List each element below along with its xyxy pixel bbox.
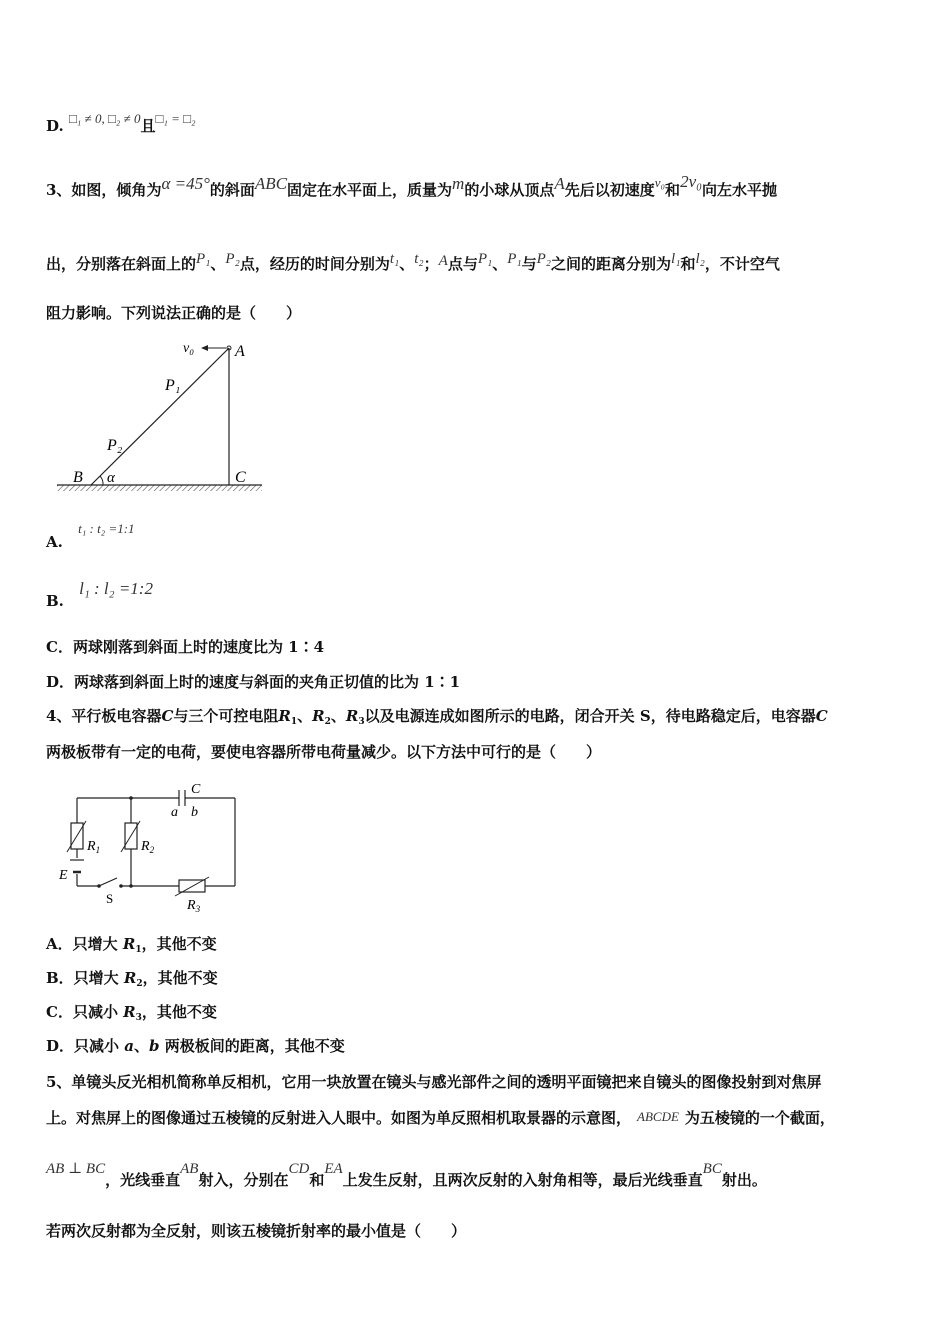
ground-hatch (57, 485, 262, 491)
q4-option-c: C．只减小 $R_3$，其他不变 (46, 1003, 217, 1023)
q4-option-a: A．只增大 $R_1$，其他不变 (46, 935, 217, 955)
label-p2: P₂ (107, 437, 123, 454)
label-r2: $R_2$ (141, 839, 155, 855)
label-a: a (171, 805, 178, 820)
q3-option-c: C．两球刚落到斜面上时的速度比为 1∶4 (46, 638, 325, 656)
q4-line2: 两极板带有一定的电荷，要使电容器所带电荷量减少。以下方法中可行的是（ ） (46, 743, 602, 761)
q5-line3: AB ⊥ BC，光线垂直AB射入，分别在CD和EA上发生反射，且两次反射的入射角相等，最后光线垂直BC射出。 (46, 1161, 767, 1189)
q5-line4: 若两次反射都为全反射，则该五棱镜折射率的最小值是（ ） (46, 1222, 467, 1240)
prev-option-d: D. □₁ ≠ 0, □₂ ≠ 0且□₁ = □₂ (46, 111, 196, 135)
q4-circuit-figure (55, 778, 240, 913)
q3-option-d: D．两球落到斜面上时的速度与斜面的夹角正切值的比为 1∶1 (46, 673, 461, 691)
label-alpha: α (107, 470, 115, 486)
label-c: C (235, 469, 246, 486)
q4-line1: 4、平行板电容器C与三个可控电阻$R_1$、$R_2$、$R_3$以及电源连成如图所示的电路，闭合开关 S，待电路稳定后，电容器C (46, 707, 828, 727)
label-b: b (191, 805, 198, 820)
junction-bottom (129, 884, 133, 888)
label-a: A (235, 343, 245, 360)
label-v0: v₀ (183, 341, 195, 356)
q3-line3: 阻力影响。下列说法正确的是（ ） (46, 304, 302, 322)
switch-contact (119, 884, 123, 888)
q3-line2: 出，分别落在斜面上的P₁、P₂点，经历的时间分别为t₁、t₂；A点与P₁、P₁与P₂之间的距离分别为l₁和l₂，不计空气 (46, 251, 780, 273)
angle-arc (100, 476, 103, 485)
q3-option-b: B. l₁ : l₂ =1:2 (46, 579, 153, 610)
label-r3: $R_3$ (187, 898, 201, 913)
q4-option-d: D．只减小 a、b 两极板间的距离，其他不变 (46, 1037, 345, 1055)
q3-incline-figure (55, 335, 270, 500)
q3-line1: 3、如图，倾角为α =45°的斜面ABC固定在水平面上，质量为m的小球从顶点A先后以初速度v₀和2v₀向左水平抛 (46, 172, 778, 199)
label-s: S (106, 891, 114, 906)
q5-line2: 上。对焦屏上的图像通过五棱镜的反射进入人眼中。如图为单反照相机取景器的示意图， ABCDE 为五棱镜的一个截面， (46, 1109, 835, 1127)
switch-pivot (97, 884, 101, 888)
label-p1: P₁ (165, 377, 181, 394)
label-b: B (73, 469, 83, 486)
velocity-arrowhead (201, 345, 208, 351)
label-r1: $R_1$ (87, 839, 101, 855)
junction-top (129, 796, 133, 800)
q5-line1: 5、单镜头反光相机简称单反相机，它用一块放置在镜头与感光部件之间的透明平面镜把来自镜头的图像投射到对焦屏 (46, 1073, 822, 1091)
q4-option-b: B．只增大 $R_2$，其他不变 (46, 969, 218, 989)
switch-lever[interactable] (99, 878, 117, 886)
label-e: E (59, 868, 68, 883)
q3-option-a: A. t₁ : t₂ =1:1 (46, 521, 135, 551)
label-c: C (191, 782, 201, 797)
incline-line (91, 348, 229, 485)
